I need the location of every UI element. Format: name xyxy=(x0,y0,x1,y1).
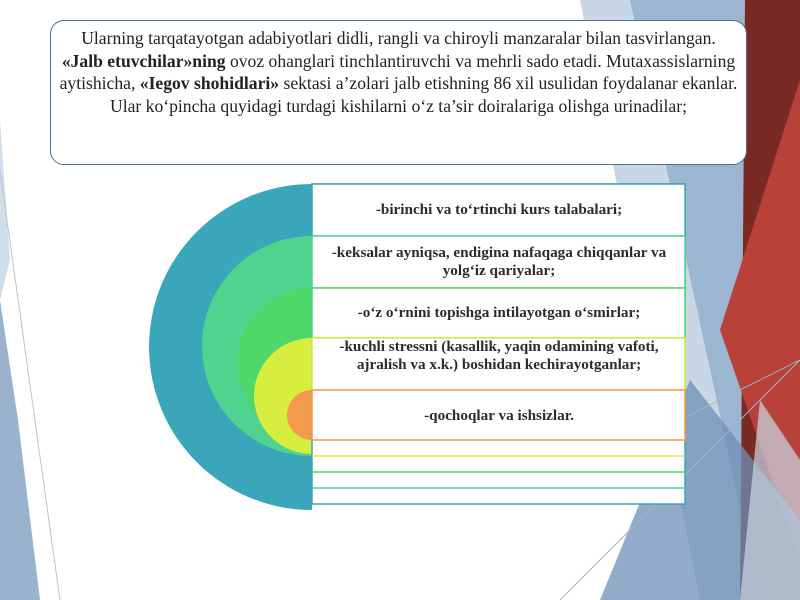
intro-text-part1: Ularning tarqatayotgan adabiyotlari didli, rangli va chiroyli manzaralar bilan tasvirlangan. xyxy=(81,28,716,48)
item-4-text: -kuchli stressni (kasallik, yaqin odamining vafoti, ajralish va x.k.) boshidan kechirayotganlar; xyxy=(339,338,659,373)
item-3-text: -o‘z o‘rnini topishga intilayotgan o‘smirlar; xyxy=(357,304,641,321)
intro-bold-iegov: «Iegov shohidlari» xyxy=(139,73,280,93)
intro-text-part2: ovoz ohanglari tinchlantiruvchi va mehrli sado etadi. Mutaxassislarning aytishicha, xyxy=(59,50,736,93)
item-5-text: -qochoqlar va ishsizlar. xyxy=(424,407,574,424)
item-1-text: -birinchi va to‘rtinchi kurs talabalari; xyxy=(375,201,623,218)
intro-text-part3: sektasi a’zolari jalb etishning 86 xil usulidan foydalanar ekanlar. Ular ko‘pincha quyidagi turdagi kishilarni o‘z ta’sir doiralariga olishga urinadilar; xyxy=(109,73,738,116)
item-2-text: -keksalar ayniqsa, endigina nafaqaga chiqqanlar va yolg‘iz qariyalar; xyxy=(331,244,667,279)
intro-bold-jalb: «Jalb etuvchilar»ning xyxy=(61,50,226,71)
